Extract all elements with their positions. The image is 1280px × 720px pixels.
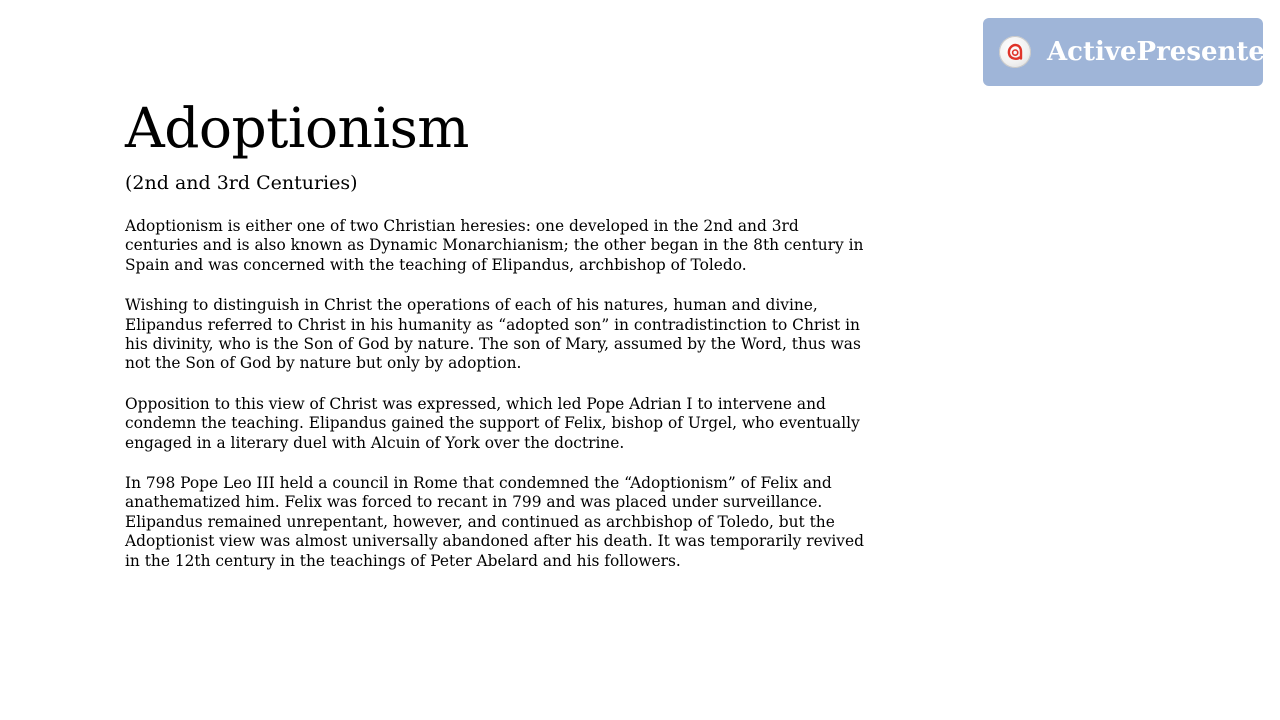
slide-subtitle: (2nd and 3rd Centuries): [125, 172, 358, 194]
slide-content: [125, 92, 865, 571]
body-paragraph-4: In 798 Pope Leo III held a council in Rome that condemned the “Adoptionism” of Felix and anathematized him. Felix was forced to recant in 799 and was placed under surveillance. Elipandus remained unrepentant, however, and continued as archbishop of Toledo, but the Adoptionist view was almost universally abandoned after his death. It was temporarily revived in the 12th century in the teachings of Peter Abelard and his followers.: [125, 474, 864, 570]
activepresenter-logo-icon: [999, 36, 1031, 68]
activepresenter-watermark-badge: [983, 18, 1279, 86]
body-paragraph-1: Adoptionism is either one of two Christian heresies: one developed in the 2nd and 3rd centuries and is also known as Dynamic Monarchianism; the other began in the 8th century in Spain and was concerned with the teaching of Elipandus, archbishop of Toledo.: [125, 217, 864, 274]
body-paragraph-3: Opposition to this view of Christ was expressed, which led Pope Adrian I to intervene and condemn the teaching. Elipandus gained the support of Felix, bishop of Urgel, who eventually engaged in a literary duel with Alcuin of York over the doctrine.: [125, 394, 860, 452]
slide-title: Adoptionism: [125, 96, 469, 160]
body-paragraph-2: Wishing to distinguish in Christ the operations of each of his natures, human and divine, Elipandus referred to Christ in his humanity as “adopted son” in contradistinction to Christ in his divinity, who is the Son of God by nature. The son of Mary, assumed by the Word, thus was not the Son of God by nature but only by adoption.: [125, 296, 861, 373]
activepresenter-logo-glyph-icon: [1005, 42, 1025, 62]
activepresenter-label: ActivePresenter: [1047, 37, 1279, 67]
